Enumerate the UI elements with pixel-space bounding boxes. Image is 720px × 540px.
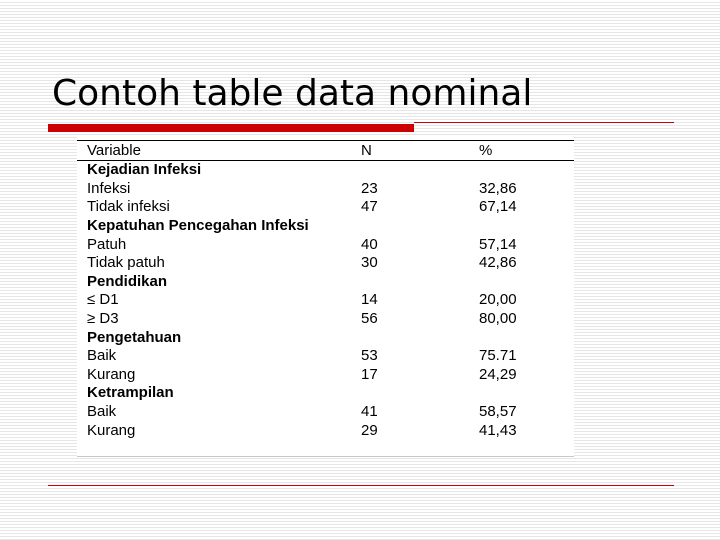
row-label: Tidak patuh: [87, 254, 165, 272]
data-table-panel: [77, 136, 574, 457]
row-percent: 58,57: [479, 403, 517, 421]
row-n: 29: [361, 421, 378, 439]
row-n: 53: [361, 347, 378, 365]
table-row: [77, 366, 574, 385]
group-row: [77, 217, 574, 236]
group-label: Kejadian Infeksi: [87, 161, 202, 179]
title-divider-line: [414, 122, 674, 123]
row-percent: 67,14: [479, 198, 517, 216]
row-percent: 41,43: [479, 421, 517, 439]
row-n: 47: [361, 198, 378, 216]
footer-divider-line: [48, 485, 674, 486]
row-n: 41: [361, 403, 378, 421]
row-percent: 24,29: [479, 365, 517, 383]
row-n: 17: [361, 365, 378, 383]
row-percent: 20,00: [479, 291, 517, 309]
group-row: [77, 384, 574, 403]
row-percent: 32,86: [479, 179, 517, 197]
row-n: 56: [361, 310, 378, 328]
header-percent: %: [479, 141, 574, 161]
header-variable: Variable: [77, 141, 361, 161]
table-row: [77, 310, 574, 329]
group-label: Pengetahuan: [87, 328, 182, 346]
row-label: Baik: [87, 347, 117, 365]
group-label: Pendidikan: [87, 272, 168, 290]
table-row: [77, 421, 574, 440]
row-label: Kurang: [87, 421, 136, 439]
group-label: Ketrampilan: [87, 384, 174, 402]
row-percent: 42,86: [479, 254, 517, 272]
row-label: ≤ D1: [87, 291, 119, 309]
table-row: [77, 403, 574, 422]
group-label: Kepatuhan Pencegahan Infeksi: [87, 217, 309, 235]
row-percent: 75.71: [479, 347, 517, 365]
row-label: Kurang: [87, 365, 136, 383]
slide-title: Contoh table data nominal: [52, 73, 533, 114]
group-row: [77, 161, 574, 180]
row-n: 30: [361, 254, 378, 272]
row-n: 14: [361, 291, 378, 309]
row-label: Baik: [87, 403, 117, 421]
row-percent: 57,14: [479, 235, 517, 253]
group-row: [77, 273, 574, 292]
table-row: [77, 198, 574, 217]
nominal-data-table: [77, 140, 574, 440]
row-label: Tidak infeksi: [87, 198, 170, 216]
title-accent-bar: [48, 124, 414, 132]
table-row: [77, 235, 574, 254]
table-row: [77, 180, 574, 199]
row-n: 23: [361, 179, 378, 197]
table-header-row: [77, 141, 574, 161]
row-n: 40: [361, 235, 378, 253]
table-row: [77, 291, 574, 310]
row-label: Infeksi: [87, 179, 131, 197]
row-percent: 80,00: [479, 310, 517, 328]
row-label: ≥ D3: [87, 310, 119, 328]
group-row: [77, 328, 574, 347]
table-row: [77, 254, 574, 273]
table-row: [77, 347, 574, 366]
row-label: Patuh: [87, 235, 127, 253]
header-n: N: [361, 141, 479, 161]
